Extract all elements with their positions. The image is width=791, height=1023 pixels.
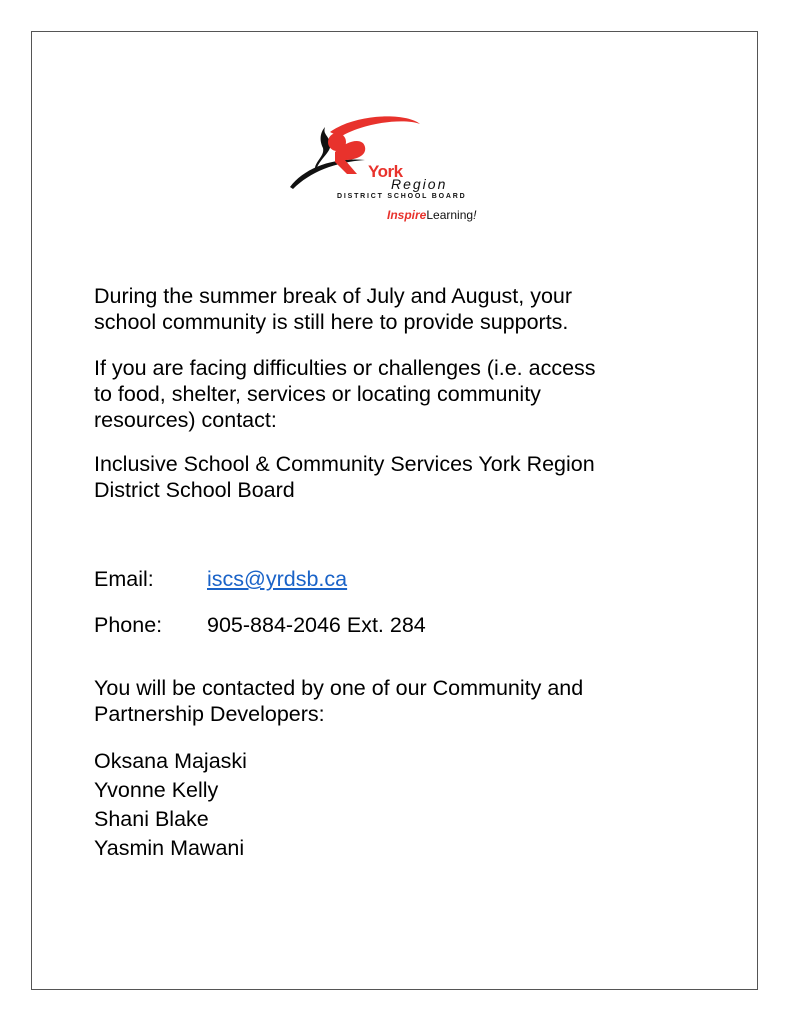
developers-intro-line: Partnership Developers: [94, 702, 325, 726]
organization-name [94, 451, 595, 503]
logo-tagline [387, 208, 476, 222]
developer-name: Yasmin Mawani [94, 836, 245, 860]
developers-list [94, 747, 247, 863]
email-row [94, 566, 347, 592]
developers-intro-line: You will be contacted by one of our Community and [94, 676, 584, 700]
logo-tagline-mark: ! [473, 208, 477, 222]
difficulties-line: resources) contact: [94, 408, 277, 432]
intro-line: school community is still here to provide supports. [94, 310, 569, 334]
difficulties-paragraph [94, 355, 596, 433]
organization-line: Inclusive School & Community Services York Region [94, 452, 595, 476]
organization-line: District School Board [94, 478, 295, 502]
intro-line: During the summer break of July and August, your [94, 284, 573, 308]
developer-name: Yvonne Kelly [94, 778, 219, 802]
difficulties-line: to food, shelter, services or locating community [94, 382, 541, 406]
email-link[interactable]: iscs@yrdsb.ca [207, 567, 348, 591]
logo-york-text: York [368, 162, 403, 181]
logo-board-text: DISTRICT SCHOOL BOARD [337, 193, 467, 200]
developer-name: Shani Blake [94, 807, 209, 831]
developer-name: Oksana Majaski [94, 749, 247, 773]
logo-region-text: Region [391, 176, 448, 192]
logo-tagline-bold: Inspire [387, 208, 427, 222]
phone-row [94, 612, 426, 638]
intro-paragraph [94, 283, 572, 335]
email-label: Email: [94, 567, 154, 591]
developers-intro [94, 675, 583, 727]
logo-tagline-rest: Learning [426, 208, 474, 222]
phone-label: Phone: [94, 613, 163, 637]
phone-value: 905-884-2046 Ext. 284 [207, 613, 426, 637]
yrdsb-logo [285, 112, 485, 232]
difficulties-line: If you are facing difficulties or challenges (i.e. access [94, 356, 596, 380]
